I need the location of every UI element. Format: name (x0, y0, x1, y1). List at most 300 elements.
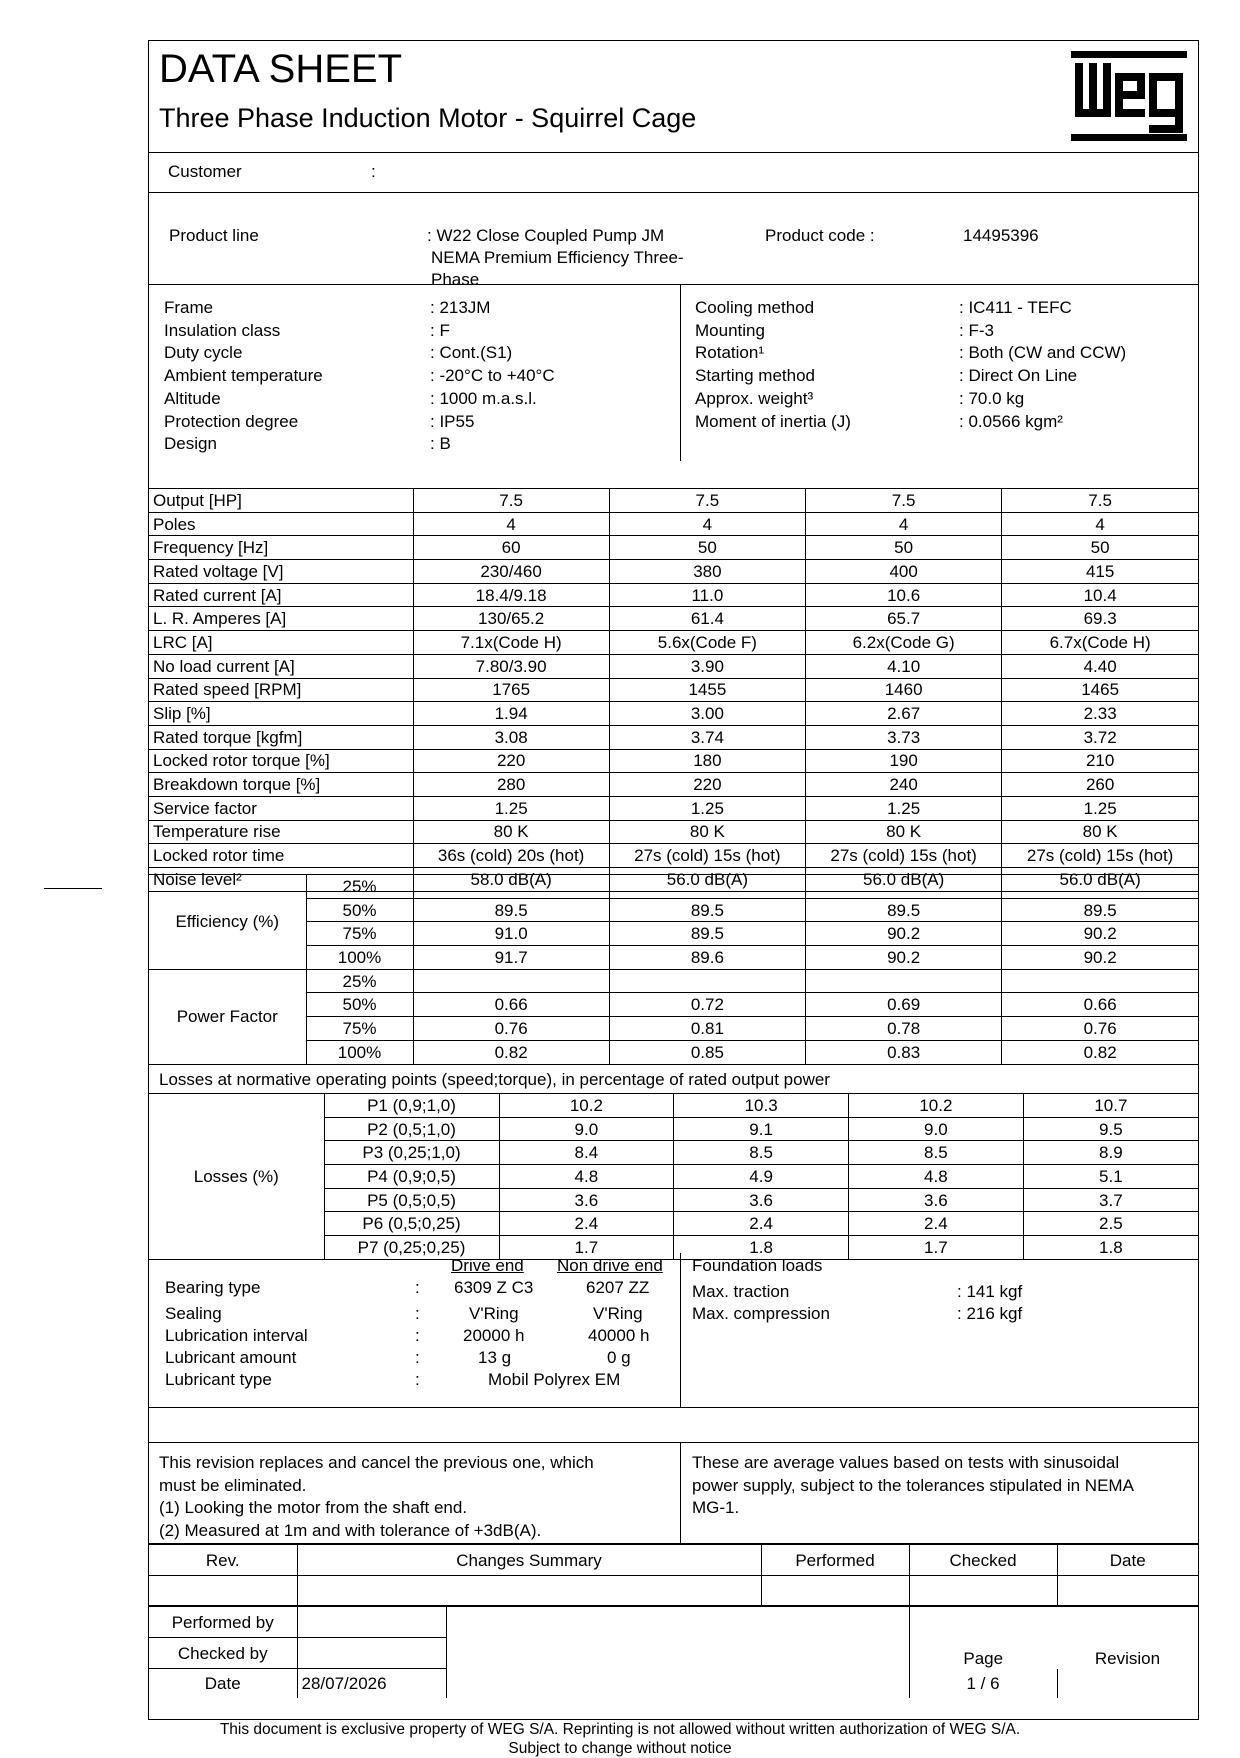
performance-value: 1.25 (1002, 796, 1198, 820)
customer-row (149, 153, 1198, 193)
checked-by-label: Checked by (149, 1638, 297, 1669)
spec-value: : 0.0566 kgm² (959, 411, 1063, 431)
lubricant-type-value: Mobil Polyrex EM (488, 1370, 621, 1389)
performance-value: 280 (413, 773, 609, 797)
efficiency-value: 90.2 (1002, 922, 1198, 946)
spec-value: : IC411 - TEFC (959, 298, 1072, 317)
loss-value: 1.7 (849, 1236, 1024, 1260)
rev-header: Rev. (149, 1545, 297, 1576)
spec-label: Cooling method (695, 298, 815, 317)
performance-value: 1.25 (413, 796, 609, 820)
performance-value: 190 (806, 749, 1002, 773)
efficiency-value: 89.5 (609, 898, 805, 922)
performance-value: 240 (806, 773, 1002, 797)
bearing-type-nde: 6207 ZZ (586, 1278, 650, 1297)
loss-value: 10.7 (1023, 1094, 1198, 1118)
performed-header: Performed (761, 1545, 909, 1576)
spec-value: : F (430, 320, 450, 340)
spec-value: : 70.0 kg (959, 388, 1025, 408)
loss-value: 8.4 (499, 1141, 674, 1165)
date-label: Date (149, 1669, 297, 1699)
note-line: (1) Looking the motor from the shaft end. (159, 1498, 468, 1518)
performance-value: 18.4/9.18 (413, 583, 609, 607)
weg-logo (1069, 49, 1189, 143)
rev-cell (149, 1576, 297, 1606)
spec-label: Starting method (695, 366, 816, 386)
performance-table (149, 488, 1198, 892)
bearing-type-de: 6309 Z C3 (454, 1278, 534, 1297)
performance-row (149, 560, 1198, 584)
load-level: 100% (306, 946, 413, 970)
efficiency-value (806, 875, 1002, 899)
load-level: 100% (306, 1040, 413, 1064)
signoff-table (149, 1606, 1198, 1698)
notes-left (159, 1452, 594, 1543)
loss-point: P2 (0,5;1,0) (324, 1117, 499, 1141)
date-header: Date (1057, 1545, 1198, 1576)
product-line-label: Product line (169, 226, 259, 245)
changes-summary-header: Changes Summary (297, 1545, 761, 1576)
footer-line-1: This document is exclusive property of WEG S/A. Reprinting is not allowed without written authorization of WEG S/A. (219, 1721, 1021, 1738)
losses-label: Losses (%) (149, 1094, 324, 1260)
loss-value: 1.8 (1023, 1236, 1198, 1260)
loss-value: 8.9 (1023, 1141, 1198, 1165)
colon: : (415, 1278, 420, 1297)
power-factor-row (149, 1040, 1198, 1064)
spec-value: : IP55 (430, 411, 475, 431)
power-factor-value: 0.69 (806, 993, 1002, 1017)
performance-label: Noise level² (149, 868, 413, 892)
foundation-title: Foundation loads (692, 1256, 823, 1275)
spec-label: Duty cycle (164, 343, 243, 363)
load-level: 50% (306, 993, 413, 1017)
performed-cell (761, 1576, 909, 1606)
loss-value: 10.2 (849, 1094, 1024, 1118)
loss-value: 9.1 (674, 1117, 849, 1141)
loss-value: 2.5 (1023, 1212, 1198, 1236)
efficiency-value (1002, 875, 1198, 899)
losses-header-text: Losses at normative operating points (speed;torque), in percentage of rated output power (159, 1070, 830, 1089)
performance-label: Breakdown torque [%] (149, 773, 413, 797)
specs-right-values (959, 297, 1126, 433)
load-level: 50% (306, 898, 413, 922)
performance-label: Locked rotor torque [%] (149, 749, 413, 773)
signoff-blank (446, 1607, 909, 1699)
efficiency-value: 91.7 (413, 946, 609, 970)
loss-point: P4 (0,9;0,5) (324, 1165, 499, 1189)
efficiency-label: Efficiency (%) (149, 875, 306, 970)
performance-value: 230/460 (413, 560, 609, 584)
losses-header (149, 1064, 1198, 1093)
performance-value: 180 (609, 749, 805, 773)
power-factor-value: 0.72 (609, 993, 805, 1017)
performance-value: 36s (cold) 20s (hot) (413, 844, 609, 868)
efficiency-value: 89.5 (806, 898, 1002, 922)
performance-value: 80 K (1002, 820, 1198, 844)
performance-value: 4 (806, 512, 1002, 536)
power-factor-row (149, 969, 1198, 993)
loss-value: 1.8 (674, 1236, 849, 1260)
performance-row (149, 796, 1198, 820)
performance-value: 5.6x(Code F) (609, 631, 805, 655)
colon: : (415, 1370, 420, 1389)
performance-label: Poles (149, 512, 413, 536)
performance-value: 220 (413, 749, 609, 773)
date-value: 28/07/2026 (297, 1669, 446, 1699)
spec-value: : -20°C to +40°C (430, 366, 555, 386)
non-drive-end-header: Non drive end (557, 1256, 663, 1275)
max-compression-label: Max. compression (692, 1304, 830, 1323)
loss-value: 3.6 (849, 1188, 1024, 1212)
spec-value: : 213JM (430, 298, 491, 317)
performance-value: 400 (806, 560, 1002, 584)
lubricant-amount-label: Lubricant amount (165, 1348, 297, 1367)
spec-label: Mounting (695, 320, 765, 340)
performance-value: 3.90 (609, 654, 805, 678)
efficiency-value: 89.5 (413, 898, 609, 922)
performance-value: 1455 (609, 678, 805, 702)
spec-label: Moment of inertia (J) (695, 411, 851, 431)
performed-by-value (297, 1607, 446, 1638)
product-code-value: 14495396 (963, 226, 1039, 245)
specs-section (149, 285, 1198, 461)
loss-value: 4.9 (674, 1165, 849, 1189)
lubricant-amount-de: 13 g (478, 1348, 512, 1367)
performance-value: 61.4 (609, 607, 805, 631)
power-factor-value (413, 969, 609, 993)
power-factor-value (609, 969, 805, 993)
specs-left-values (430, 297, 555, 456)
performance-value: 10.6 (806, 583, 1002, 607)
loss-value: 2.4 (674, 1212, 849, 1236)
sealing-de: V'Ring (469, 1304, 519, 1323)
specs-right-labels (695, 297, 851, 433)
performance-value: 7.5 (609, 489, 805, 513)
loss-value: 3.6 (499, 1188, 674, 1212)
efficiency-value: 89.5 (1002, 898, 1198, 922)
efficiency-value: 91.0 (413, 922, 609, 946)
bearing-type-label: Bearing type (165, 1278, 261, 1297)
loss-value: 1.7 (499, 1236, 674, 1260)
performance-value: 11.0 (609, 583, 805, 607)
spec-value: : B (430, 434, 451, 454)
spec-label: Frame (164, 298, 214, 317)
loss-value: 9.0 (849, 1117, 1024, 1141)
performance-value: 210 (1002, 749, 1198, 773)
spec-label: Rotation¹ (695, 343, 764, 363)
performance-value: 27s (cold) 15s (hot) (806, 844, 1002, 868)
max-traction-label: Max. traction (692, 1282, 790, 1301)
note-line: must be eliminated. (159, 1475, 307, 1495)
performance-value: 7.1x(Code H) (413, 631, 609, 655)
product-code-label: Product code : (765, 226, 875, 245)
spec-value: : Direct On Line (959, 366, 1078, 386)
performance-value: 50 (609, 536, 805, 560)
performance-value: 7.5 (806, 489, 1002, 513)
loss-value: 10.2 (499, 1094, 674, 1118)
performance-row (149, 702, 1198, 726)
product-line-value-2: NEMA Premium Efficiency Three- (431, 248, 684, 267)
spec-label: Protection degree (164, 411, 299, 431)
efficiency-row (149, 898, 1198, 922)
date-cell (1057, 1576, 1198, 1606)
performance-label: Service factor (149, 796, 413, 820)
loss-value: 9.5 (1023, 1117, 1198, 1141)
performance-value: 220 (609, 773, 805, 797)
max-compression-value: : 216 kgf (957, 1304, 1023, 1323)
performance-value: 69.3 (1002, 607, 1198, 631)
header (149, 41, 1198, 153)
performance-row (149, 749, 1198, 773)
power-factor-row (149, 993, 1198, 1017)
checked-by-value (297, 1638, 446, 1669)
performance-value: 6.2x(Code G) (806, 631, 1002, 655)
lubricant-type-label: Lubricant type (165, 1370, 272, 1389)
performance-value: 60 (413, 536, 609, 560)
loss-point: P1 (0,9;1,0) (324, 1094, 499, 1118)
performance-value: 4 (1002, 512, 1198, 536)
notes-section (149, 1443, 1198, 1544)
spec-label: Approx. weight³ (695, 388, 814, 408)
efficiency-value: 89.6 (609, 946, 805, 970)
power-factor-value: 0.81 (609, 1017, 805, 1041)
performance-row (149, 607, 1198, 631)
performance-value: 3.72 (1002, 725, 1198, 749)
colon: : (415, 1304, 420, 1323)
performance-label: LRC [A] (149, 631, 413, 655)
performance-value: 1765 (413, 678, 609, 702)
performance-row (149, 725, 1198, 749)
performance-row (149, 536, 1198, 560)
loss-value: 3.7 (1023, 1188, 1198, 1212)
document-subtitle: Three Phase Induction Motor - Squirrel Cage (159, 103, 697, 133)
blank-row (149, 1408, 1198, 1443)
drive-end-header: Drive end (451, 1256, 524, 1275)
customer-label: Customer (168, 162, 242, 181)
checked-cell (909, 1576, 1057, 1606)
load-level: 25% (306, 969, 413, 993)
performance-value: 50 (806, 536, 1002, 560)
performance-value: 50 (1002, 536, 1198, 560)
page-value: 1 / 6 (909, 1669, 1057, 1699)
performance-value: 4.40 (1002, 654, 1198, 678)
load-level: 75% (306, 1017, 413, 1041)
performance-row (149, 631, 1198, 655)
performance-value: 1.25 (806, 796, 1002, 820)
performance-label: Frequency [Hz] (149, 536, 413, 560)
lubrication-interval-label: Lubrication interval (165, 1326, 308, 1345)
specs-left-labels (164, 297, 323, 456)
product-line-value-3: Phase (431, 270, 480, 289)
margin-mark (44, 888, 102, 889)
power-factor-value: 0.76 (1002, 1017, 1198, 1041)
performance-row (149, 512, 1198, 536)
performance-value: 4 (413, 512, 609, 536)
loss-value: 2.4 (849, 1212, 1024, 1236)
performance-value: 1460 (806, 678, 1002, 702)
performance-value: 65.7 (806, 607, 1002, 631)
colon: : (415, 1348, 420, 1367)
performance-label: Output [HP] (149, 489, 413, 513)
performance-value: 1465 (1002, 678, 1198, 702)
performance-value: 4 (609, 512, 805, 536)
power-factor-value: 0.83 (806, 1040, 1002, 1064)
loss-value: 10.3 (674, 1094, 849, 1118)
loss-value: 4.8 (849, 1165, 1024, 1189)
performance-value: 80 K (413, 820, 609, 844)
performance-value: 415 (1002, 560, 1198, 584)
efficiency-value: 89.5 (609, 922, 805, 946)
note-line: These are average values based on tests with sinusoidal (692, 1453, 1120, 1472)
performance-label: Slip [%] (149, 702, 413, 726)
note-line: power supply, subject to the tolerances stipulated in NEMA (692, 1475, 1134, 1495)
performance-row (149, 489, 1198, 513)
loss-point: P3 (0,25;1,0) (324, 1141, 499, 1165)
max-traction-value: : 141 kgf (957, 1282, 1023, 1301)
product-section (149, 193, 1198, 289)
loss-value: 5.1 (1023, 1165, 1198, 1189)
spec-label: Insulation class (164, 320, 281, 340)
product-line-value-1: : W22 Close Coupled Pump JM (427, 226, 665, 245)
performance-value: 27s (cold) 15s (hot) (1002, 844, 1198, 868)
load-level: 25% (306, 875, 413, 899)
customer-colon: : (371, 162, 376, 181)
specs-divider (680, 285, 681, 461)
losses-row (149, 1094, 1198, 1118)
performance-value: 3.74 (609, 725, 805, 749)
loss-value: 4.8 (499, 1165, 674, 1189)
document-title: DATA SHEET (159, 47, 403, 91)
lubricant-amount-nde: 0 g (607, 1348, 631, 1367)
power-factor-value: 0.66 (413, 993, 609, 1017)
performance-value: 56.0 dB(A) (609, 868, 805, 892)
spec-value: : F-3 (959, 320, 994, 340)
power-factor-value (1002, 969, 1198, 993)
performance-row (149, 844, 1198, 868)
lubrication-interval-de: 20000 h (463, 1326, 525, 1345)
performance-value: 10.4 (1002, 583, 1198, 607)
performance-value: 27s (cold) 15s (hot) (609, 844, 805, 868)
sealing-nde: V'Ring (593, 1304, 643, 1323)
performance-value: 7.80/3.90 (413, 654, 609, 678)
revision-table (149, 1544, 1198, 1606)
performance-label: Rated speed [RPM] (149, 678, 413, 702)
data-sheet (148, 40, 1199, 1720)
performance-row (149, 583, 1198, 607)
performance-value: 130/65.2 (413, 607, 609, 631)
loss-point: P5 (0,5;0,5) (324, 1188, 499, 1212)
efficiency-value: 90.2 (806, 922, 1002, 946)
page-label: Page (909, 1607, 1057, 1669)
efficiency-row (149, 875, 1198, 899)
power-factor-value: 0.66 (1002, 993, 1198, 1017)
performance-value: 80 K (806, 820, 1002, 844)
notes-right (692, 1452, 1134, 1520)
performance-value: 56.0 dB(A) (1002, 868, 1198, 892)
performance-label: Locked rotor time (149, 844, 413, 868)
losses-table (149, 1093, 1198, 1260)
performance-row (149, 678, 1198, 702)
loss-value: 8.5 (849, 1141, 1024, 1165)
efficiency-value (413, 875, 609, 899)
bearings-divider (680, 1253, 681, 1408)
load-level: 75% (306, 922, 413, 946)
performance-row (149, 654, 1198, 678)
performance-value: 4.10 (806, 654, 1002, 678)
revision-value (1057, 1669, 1198, 1699)
efficiency-powerfactor-table (149, 874, 1198, 1065)
performance-value: 7.5 (1002, 489, 1198, 513)
efficiency-row (149, 946, 1198, 970)
loss-value: 3.6 (674, 1188, 849, 1212)
performance-value: 3.00 (609, 702, 805, 726)
power-factor-row (149, 1017, 1198, 1041)
lubrication-interval-nde: 40000 h (588, 1326, 650, 1345)
performance-value: 6.7x(Code H) (1002, 631, 1198, 655)
performance-label: Rated voltage [V] (149, 560, 413, 584)
performance-value: 2.67 (806, 702, 1002, 726)
bearings-section (149, 1253, 1198, 1408)
performance-value: 3.73 (806, 725, 1002, 749)
checked-header: Checked (909, 1545, 1057, 1576)
efficiency-value: 90.2 (806, 946, 1002, 970)
performance-label: No load current [A] (149, 654, 413, 678)
performance-value: 58.0 dB(A) (413, 868, 609, 892)
spec-value: : Both (CW and CCW) (959, 343, 1127, 363)
notes-divider (680, 1443, 681, 1544)
performance-value: 260 (1002, 773, 1198, 797)
spec-label: Ambient temperature (164, 366, 323, 386)
loss-value: 8.5 (674, 1141, 849, 1165)
spec-value: : Cont.(S1) (430, 343, 513, 363)
loss-point: P6 (0,5;0,25) (324, 1212, 499, 1236)
performance-label: Temperature rise (149, 820, 413, 844)
note-line: This revision replaces and cancel the previous one, which (159, 1453, 594, 1472)
performance-value: 56.0 dB(A) (806, 868, 1002, 892)
power-factor-value: 0.78 (806, 1017, 1002, 1041)
performance-value: 1.25 (609, 796, 805, 820)
efficiency-value: 90.2 (1002, 946, 1198, 970)
performance-value: 1.94 (413, 702, 609, 726)
footer-line-2: Subject to change without notice (508, 1740, 732, 1757)
performance-label: L. R. Amperes [A] (149, 607, 413, 631)
performance-row (149, 773, 1198, 797)
revision-label: Revision (1057, 1607, 1198, 1669)
performance-value: 2.33 (1002, 702, 1198, 726)
performance-value: 7.5 (413, 489, 609, 513)
performance-value: 3.08 (413, 725, 609, 749)
spec-value: : 1000 m.a.s.l. (430, 388, 537, 408)
power-factor-value: 0.85 (609, 1040, 805, 1064)
efficiency-value (609, 875, 805, 899)
spec-label: Design (164, 434, 217, 454)
efficiency-row (149, 922, 1198, 946)
performed-by-label: Performed by (149, 1607, 297, 1638)
performance-label: Rated torque [kgfm] (149, 725, 413, 749)
note-line: (2) Measured at 1m and with tolerance of +3dB(A). (159, 1521, 542, 1541)
performance-label: Rated current [A] (149, 583, 413, 607)
power-factor-value: 0.82 (413, 1040, 609, 1064)
power-factor-value: 0.76 (413, 1017, 609, 1041)
changes-cell (297, 1576, 761, 1606)
loss-value: 2.4 (499, 1212, 674, 1236)
power-factor-value: 0.82 (1002, 1040, 1198, 1064)
sealing-label: Sealing (165, 1304, 222, 1323)
spec-label: Altitude (164, 388, 221, 408)
power-factor-label: Power Factor (149, 969, 306, 1064)
colon: : (415, 1326, 420, 1345)
loss-point: P7 (0,25;0,25) (324, 1236, 499, 1260)
